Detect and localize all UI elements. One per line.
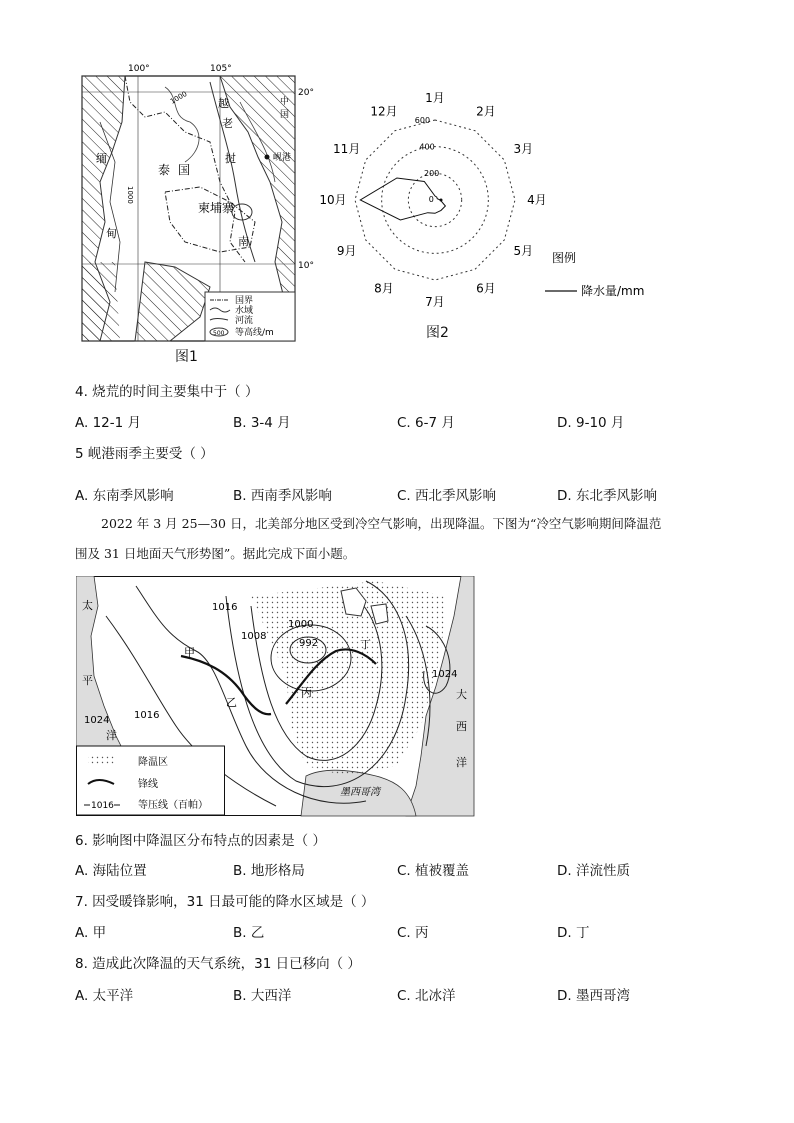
legend-item: 降水量/mm bbox=[581, 284, 645, 298]
region-label-jia: 甲 bbox=[184, 646, 195, 659]
q8-option-b[interactable]: B. 大西洋 bbox=[233, 988, 292, 1004]
q7-option-a[interactable]: A. 甲 bbox=[75, 925, 107, 941]
legend-item: 等压线（百帕） bbox=[138, 800, 208, 811]
place-label: 泰 bbox=[158, 163, 171, 177]
question-5-stem: 5 岘港雨季主要受（ ） bbox=[75, 446, 214, 462]
isobar-label: 1016 bbox=[212, 602, 238, 613]
figure1-caption: 图1 bbox=[175, 349, 198, 365]
legend-item: 等高线/m bbox=[235, 328, 274, 338]
place-label: 中 bbox=[280, 97, 290, 107]
radar-ring bbox=[408, 173, 461, 226]
q6-option-d[interactable]: D. 洋流性质 bbox=[557, 863, 630, 879]
place-label: 国 bbox=[178, 163, 191, 177]
ocean-label: 大 bbox=[456, 688, 467, 701]
q7-option-b[interactable]: B. 乙 bbox=[233, 925, 265, 941]
figure1-map bbox=[70, 62, 320, 367]
legend-item: 河流 bbox=[235, 316, 254, 326]
lon-label: 105° bbox=[210, 64, 232, 74]
legend-item: 国界 bbox=[235, 296, 254, 306]
q4-option-b[interactable]: B. 3-4 月 bbox=[233, 415, 291, 431]
isobar-label: 1024 bbox=[84, 715, 110, 726]
q4-option-a[interactable]: A. 12-1 月 bbox=[75, 415, 142, 431]
question-8-stem: 8. 造成此次降温的天气系统，31 日已移向（ ） bbox=[75, 956, 361, 972]
intro-line: 围及 31 日地面天气形势图”。据此完成下面小题。 bbox=[75, 546, 356, 561]
lon-label: 100° bbox=[128, 64, 150, 74]
q8-option-d[interactable]: D. 墨西哥湾 bbox=[557, 988, 630, 1004]
ocean-label: 洋 bbox=[456, 756, 467, 769]
ring-label: 200 bbox=[424, 168, 440, 178]
place-label: 柬埔寨 bbox=[198, 201, 235, 215]
place-label: 老 bbox=[222, 117, 233, 130]
q4-option-d[interactable]: D. 9-10 月 bbox=[557, 415, 625, 431]
month-label: 11月 bbox=[333, 142, 361, 156]
legend-title: 图例 bbox=[552, 251, 577, 265]
ring-label: 0 bbox=[428, 195, 434, 204]
q5-option-b[interactable]: B. 西南季风影响 bbox=[233, 488, 332, 504]
q6-option-a[interactable]: A. 海陆位置 bbox=[75, 863, 147, 879]
ocean-label: 平 bbox=[82, 674, 93, 687]
month-label: 2月 bbox=[476, 104, 496, 119]
place-label: 缅 bbox=[96, 152, 107, 165]
legend-sample: 500 bbox=[213, 330, 225, 337]
isobar-label: 992 bbox=[299, 638, 319, 649]
radar-ring bbox=[355, 120, 515, 280]
question-4-stem: 4. 烧荒的时间主要集中于（ ） bbox=[75, 384, 259, 400]
contour-label: 1000 bbox=[169, 89, 189, 106]
ring-label: 400 bbox=[419, 142, 435, 152]
danang-point bbox=[265, 155, 270, 160]
ocean-label: 洋 bbox=[106, 729, 117, 742]
place-label: 越 bbox=[218, 97, 229, 110]
radar-ring bbox=[382, 147, 489, 254]
place-label: 甸 bbox=[106, 227, 117, 240]
lat-label: 20° bbox=[298, 88, 314, 98]
isobar-label: 1016 bbox=[134, 710, 160, 721]
isobar-label: 1008 bbox=[241, 631, 267, 642]
q4-option-c[interactable]: C. 6-7 月 bbox=[397, 415, 455, 431]
figure3-weather-map bbox=[76, 576, 476, 818]
month-label: 5月 bbox=[513, 244, 534, 258]
figure2-caption: 图2 bbox=[426, 325, 449, 341]
question-7-stem: 7. 因受暖锋影响，31 日最可能的降水区域是（ ） bbox=[75, 894, 375, 910]
month-label: 10月 bbox=[319, 193, 347, 207]
q8-option-c[interactable]: C. 北冰洋 bbox=[397, 988, 456, 1004]
isobar-label: 1000 bbox=[288, 619, 314, 630]
legend-item: 水域 bbox=[235, 306, 254, 316]
ring-label: 600 bbox=[414, 116, 431, 126]
month-label: 9月 bbox=[336, 244, 357, 258]
ocean-label: 西 bbox=[456, 720, 467, 733]
intro-line: 2022 年 3 月 25—30 日，北美部分地区受到冷空气影响，出现降温。下图为“冷空气影响期间降温范 bbox=[101, 516, 662, 531]
month-label: 1月 bbox=[425, 91, 445, 105]
month-label: 6月 bbox=[476, 281, 496, 296]
month-label: 4月 bbox=[527, 193, 547, 207]
place-label: 南 bbox=[238, 235, 249, 248]
q5-option-d[interactable]: D. 东北季风影响 bbox=[557, 488, 657, 504]
legend-sample: 1016 bbox=[91, 801, 114, 811]
place-label: 岘港 bbox=[273, 153, 292, 163]
intro-paragraph bbox=[75, 509, 715, 569]
month-label: 8月 bbox=[374, 281, 394, 296]
lat-label: 10° bbox=[298, 261, 314, 271]
q5-option-a[interactable]: A. 东南季风影响 bbox=[75, 488, 174, 504]
q7-option-d[interactable]: D. 丁 bbox=[557, 925, 590, 941]
isobar-label: 1024 bbox=[432, 669, 458, 680]
month-label: 12月 bbox=[370, 104, 398, 119]
contour-label: 1000 bbox=[126, 186, 134, 204]
region-label-ding: 丁 bbox=[360, 638, 371, 651]
q6-option-c[interactable]: C. 植被覆盖 bbox=[397, 863, 470, 879]
question-6-stem: 6. 影响图中降温区分布特点的因素是（ ） bbox=[75, 833, 326, 849]
q8-option-a[interactable]: A. 太平洋 bbox=[75, 988, 134, 1004]
gulf-label: 墨西哥湾 bbox=[340, 787, 380, 798]
q6-option-b[interactable]: B. 地形格局 bbox=[233, 863, 305, 879]
month-label: 7月 bbox=[425, 295, 445, 309]
month-label: 3月 bbox=[513, 142, 534, 156]
q7-option-c[interactable]: C. 丙 bbox=[397, 925, 429, 941]
ocean-label: 太 bbox=[82, 599, 93, 612]
legend-item: 锋线 bbox=[138, 779, 158, 790]
region-label-bing: 丙 bbox=[301, 686, 312, 699]
legend-item: 降温区 bbox=[138, 757, 168, 768]
q5-option-c[interactable]: C. 西北季风影响 bbox=[397, 488, 497, 504]
figure2-radar-chart bbox=[315, 85, 665, 345]
place-label: 国 bbox=[280, 110, 290, 120]
place-label: 挝 bbox=[225, 152, 236, 165]
region-label-yi: 乙 bbox=[226, 696, 237, 709]
